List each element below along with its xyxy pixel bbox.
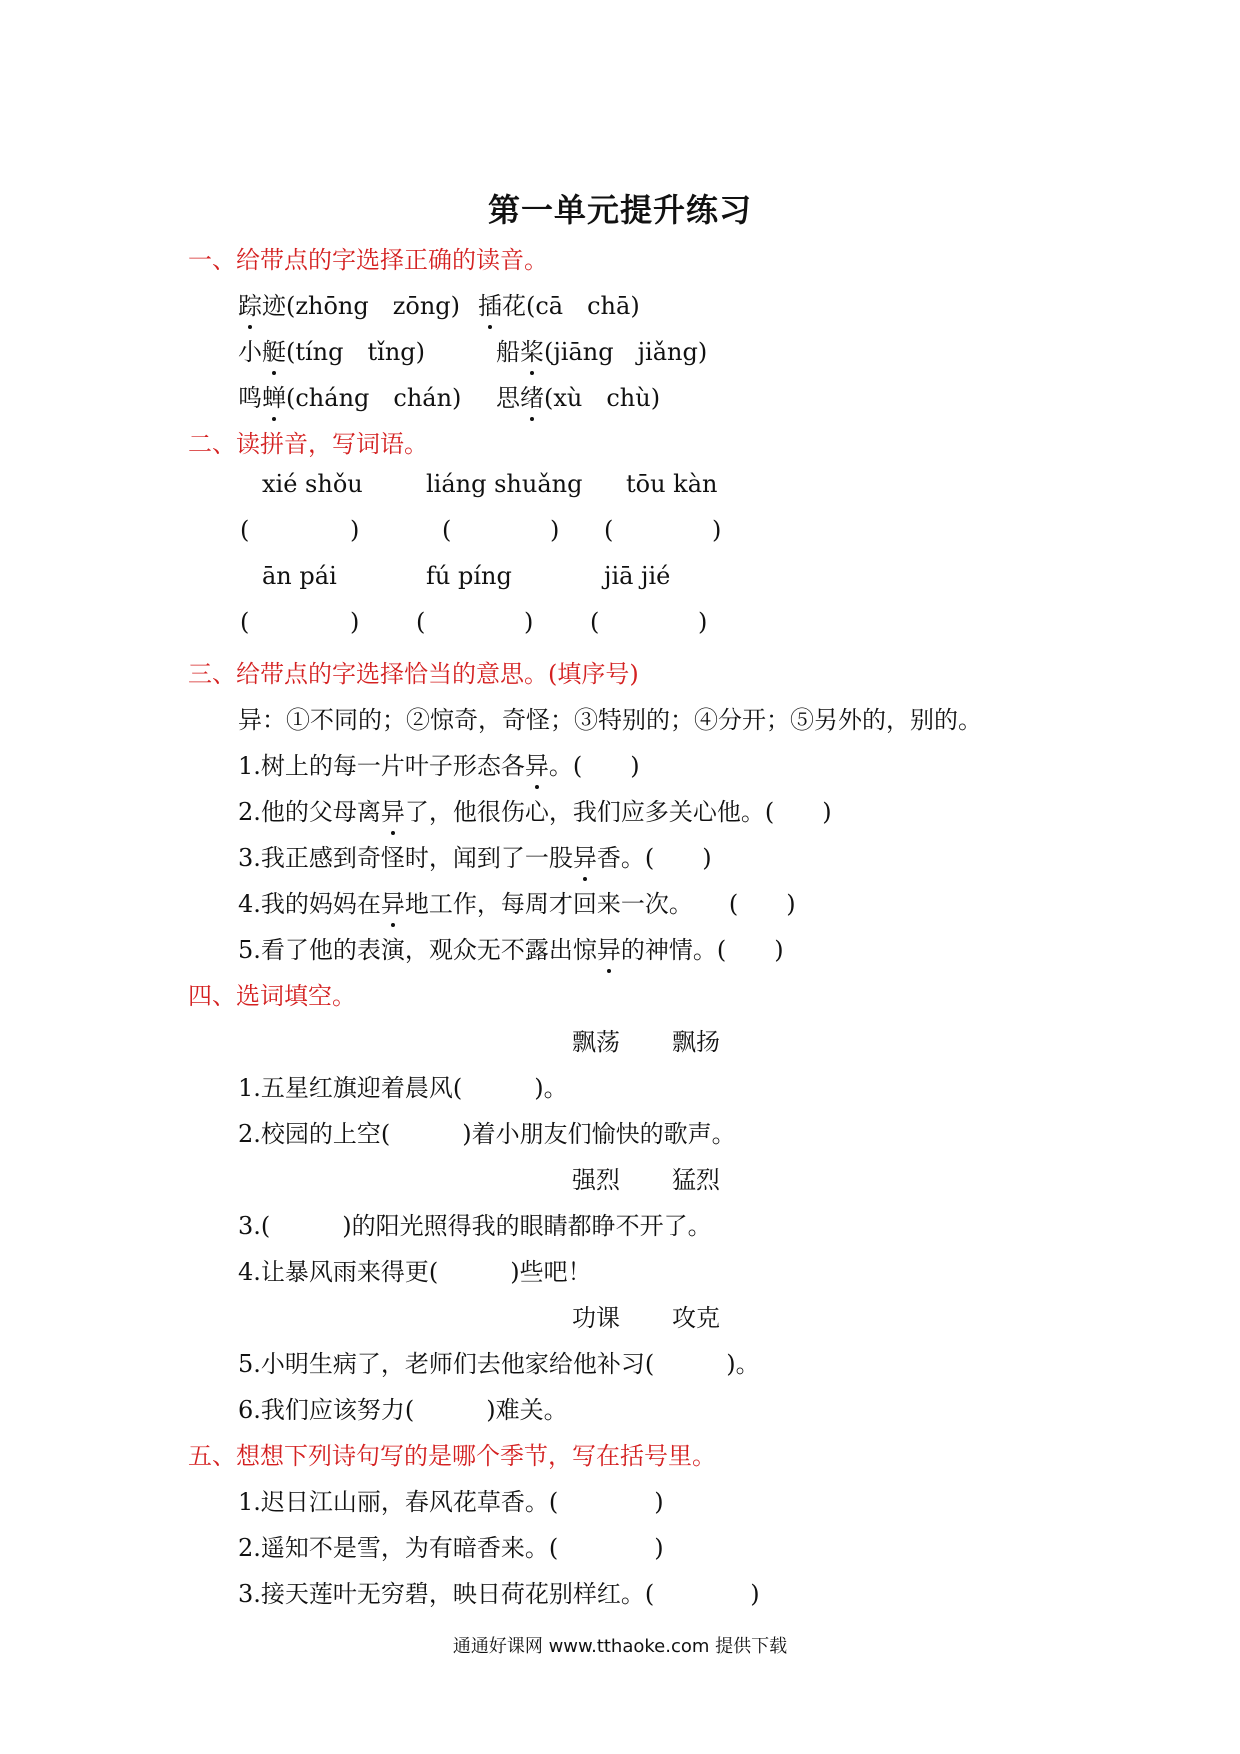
word-option: 猛烈 bbox=[672, 1166, 720, 1194]
word-option: 强烈 bbox=[572, 1166, 620, 1194]
answer-open: ( bbox=[240, 516, 250, 544]
sec3-item-4: 4.我的妈妈在异地工作，每周才回来一次。 ( ) bbox=[238, 884, 796, 919]
dotted-char: 蝉 bbox=[262, 378, 286, 413]
sec3-item-2: 2.他的父母离异了，他很伤心，我们应多关心他。( ) bbox=[238, 792, 832, 827]
sec1-item-5: 鸣蝉(cháng chán) bbox=[238, 378, 461, 413]
word-option: 飘荡 bbox=[572, 1028, 620, 1056]
sec3-item-5: 5.看了他的表演，观众无不露出惊异的神情。( ) bbox=[238, 930, 784, 965]
page-title: 第一单元提升练习 bbox=[487, 191, 752, 229]
sec1-item-1: 踪迹(zhōng zōng) bbox=[238, 286, 460, 321]
section-5-heading: 五、想想下列诗句写的是哪个季节，写在括号里。 bbox=[188, 1442, 716, 1470]
dotted-char: 异 bbox=[597, 930, 621, 965]
sec4-item-6: 6.我们应该努力( )难关。 bbox=[238, 1396, 568, 1424]
section-3-heading: 三、给带点的字选择恰当的意思。(填序号) bbox=[188, 660, 639, 688]
answer-close: ) bbox=[550, 516, 560, 544]
dotted-char: 异 bbox=[381, 792, 405, 827]
dotted-char: 异 bbox=[573, 838, 597, 873]
sec4-item-5: 5.小明生病了，老师们去他家给他补习( )。 bbox=[238, 1350, 760, 1378]
word-option: 飘扬 bbox=[672, 1028, 720, 1056]
answer-close: ) bbox=[712, 516, 722, 544]
sec3-item-1: 1.树上的每一片叶子形态各异。( ) bbox=[238, 746, 640, 781]
sec4-item-4: 4.让暴风雨来得更( )些吧！ bbox=[238, 1258, 592, 1286]
dotted-char: 踪 bbox=[238, 286, 262, 321]
page-footer: 通通好课网 www.tthaoke.com 提供下载 bbox=[452, 1636, 788, 1657]
dotted-char: 异 bbox=[525, 746, 549, 781]
answer-open: ( bbox=[590, 608, 600, 636]
word-option: 功课 bbox=[572, 1304, 620, 1332]
dotted-char: 艇 bbox=[262, 332, 286, 367]
sec4-item-3: 3.( )的阳光照得我的眼睛都睁不开了。 bbox=[238, 1212, 712, 1240]
answer-open: ( bbox=[442, 516, 452, 544]
dotted-char: 绪 bbox=[520, 378, 544, 413]
word-option: 攻克 bbox=[672, 1304, 720, 1332]
pinyin-6: jiā jié bbox=[604, 562, 671, 590]
dotted-char: 插 bbox=[478, 286, 502, 321]
answer-close: ) bbox=[698, 608, 708, 636]
pinyin-2: liáng shuǎng bbox=[426, 470, 583, 498]
section-2-heading: 二、读拼音，写词语。 bbox=[188, 430, 428, 458]
sec1-item-6: 思绪(xù chù) bbox=[496, 378, 660, 413]
pinyin-1: xié shǒu bbox=[262, 470, 363, 498]
pinyin-4: ān pái bbox=[262, 562, 337, 590]
sec5-item-2: 2.遥知不是雪，为有暗香来。( ) bbox=[238, 1534, 664, 1562]
section-4-heading: 四、选词填空。 bbox=[188, 982, 356, 1010]
dotted-char: 桨 bbox=[520, 332, 544, 367]
answer-close: ) bbox=[524, 608, 534, 636]
answer-close: ) bbox=[350, 608, 360, 636]
sec5-item-1: 1.迟日江山丽，春风花草香。( ) bbox=[238, 1488, 664, 1516]
sec5-item-3: 3.接天莲叶无穷碧，映日荷花别样红。( ) bbox=[238, 1580, 760, 1608]
answer-close: ) bbox=[350, 516, 360, 544]
pinyin-3: tōu kàn bbox=[626, 470, 718, 498]
answer-open: ( bbox=[416, 608, 426, 636]
sec4-item-1: 1.五星红旗迎着晨风( )。 bbox=[238, 1074, 568, 1102]
sec1-item-4: 船桨(jiāng jiǎng) bbox=[496, 332, 707, 367]
answer-open: ( bbox=[240, 608, 250, 636]
section-1-heading: 一、给带点的字选择正确的读音。 bbox=[188, 246, 548, 274]
sec1-item-3: 小艇(tíng tǐng) bbox=[238, 332, 425, 367]
pinyin-5: fú píng bbox=[426, 562, 512, 590]
definition-line: 异：①不同的；②惊奇，奇怪；③特别的；④分开；⑤另外的，别的。 bbox=[238, 706, 982, 734]
dotted-char: 异 bbox=[381, 884, 405, 919]
answer-open: ( bbox=[604, 516, 614, 544]
sec1-item-2: 插花(cā chā) bbox=[478, 286, 640, 321]
sec3-item-3: 3.我正感到奇怪时，闻到了一股异香。( ) bbox=[238, 838, 712, 873]
sec4-item-2: 2.校园的上空( )着小朋友们愉快的歌声。 bbox=[238, 1120, 736, 1148]
